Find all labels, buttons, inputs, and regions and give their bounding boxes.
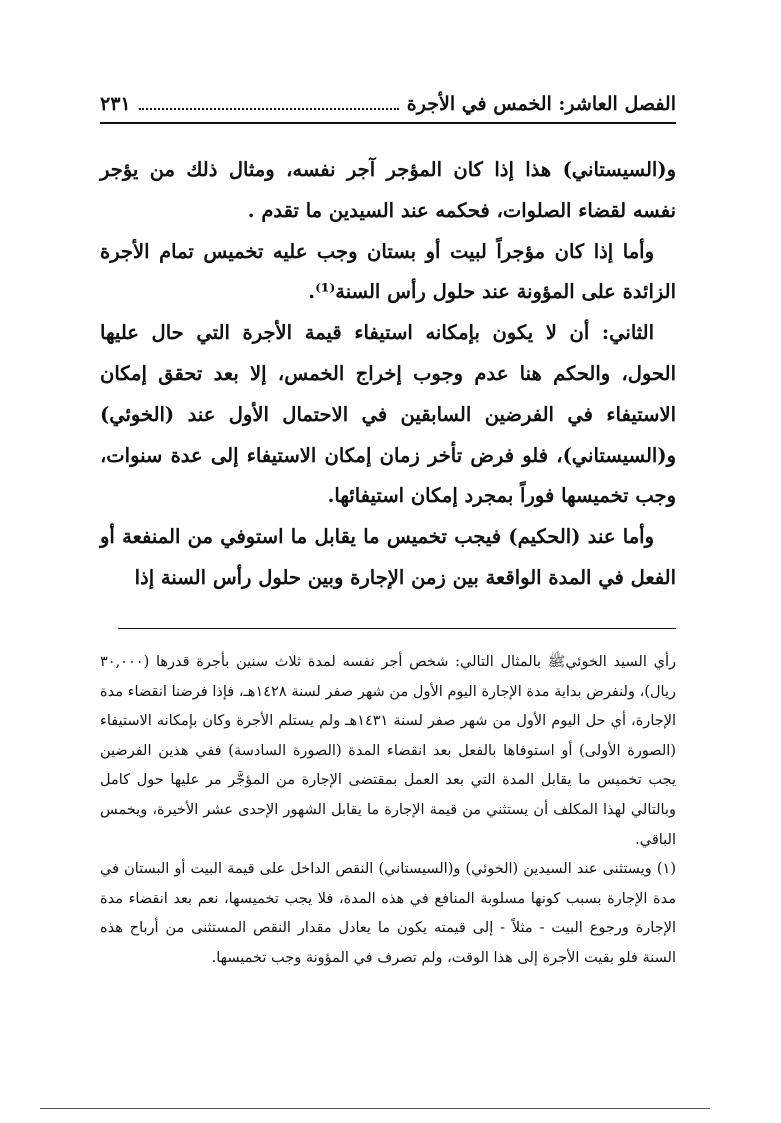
paragraph-2: وأما إذا كان مؤجراً لبيت أو بستان وجب عليه تخميس تمام الأجرة الزائدة على المؤونة عند حلول رأس السنة⁽¹⁾.: [100, 239, 676, 304]
scan-edge-line: [40, 1108, 710, 1109]
chapter-title: الفصل العاشر: الخمس في الأجرة: [406, 93, 676, 115]
main-text: [100, 150, 676, 599]
leader-dots: [139, 98, 399, 110]
footnote-separator: [118, 628, 676, 629]
paragraph-4: وأما عند (الحكيم) فيجب تخميس ما يقابل ما استوفي من المنفعة أو الفعل في المدة الواقعة بين زمن الإجارة وبين حلول رأس السنة إذا: [100, 525, 676, 589]
running-header: [100, 86, 676, 124]
paragraph-3: الثاني: أن لا يكون بإمكانه استيفاء قيمة الأجرة التي حال عليها الحول، والحكم هنا عدم وجوب إخراج الخمس، إلا بعد تحقق إمكان الاستيفاء في الفرضين السابقين في الاحتمال الأول عند (الخوئي) و(السيستاني)، فلو فرض تأخر زمان إمكان الاستيفاء إلى عدة سنوات، وجب تخميسها فوراً بمجرد إمكان استيفائها.: [100, 321, 676, 508]
footnote-continuation: رأي السيد الخوئيﷺ بالمثال التالي: شخص أجر نفسه لمدة ثلاث سنين بأجرة قدرها (٣٠,٠٠٠ ريال)، ولنفرض بداية مدة الإجارة اليوم الأول من شهر صفر لسنة ١٤٢٨هـ، فإذا فرضنا انقضاء مدة الإجارة، أي حل اليوم الأول من شهر صفر لسنة ١٤٣١هـ ولم يستلم الأجرة وكان بإمكانه الاستيفاء (الصورة الأولى) أو استوفاها بالفعل بعد انقضاء المدة (الصورة السادسة) ففي هذين الفرضين يجب تخميس ما يقابل المدة التي بعد العمل بمقتضى الإجارة من المؤجَّر مر عليها حول كامل وبالتالي لهذا المكلف أن يستثني من قيمة الإجارة ما يقابل الشهور الإحدى عشر الأخيرة، ويخمس الباقي.: [100, 654, 676, 848]
footnotes: [100, 648, 676, 974]
paragraph-1: و(السيستاني) هذا إذا كان المؤجر آجر نفسه، ومثال ذلك من يؤجر نفسه لقضاء الصلوات، فحكمه عند السيدين ما تقدم .: [100, 158, 676, 222]
page-number: ٢٣١: [100, 93, 131, 115]
footnote-1: (١) ويستثنى عند السيدين (الخوئي) و(السيستاني) النقص الداخل على قيمة البيت أو البستان في مدة الإجارة بسبب كونها مسلوبة المنافع في هذه المدة، فلا يجب تخميسها، نعم بعد انقضاء مدة الإجارة ورجوع البيت - مثلاً - إلى قيمته يكون ما يعادل مقدار النقص المستثنى من أرباح هذه السنة فلو بقيت الأجرة إلى هذا الوقت، ولم تصرف في المؤونة وجب تخميسها.: [100, 861, 676, 966]
